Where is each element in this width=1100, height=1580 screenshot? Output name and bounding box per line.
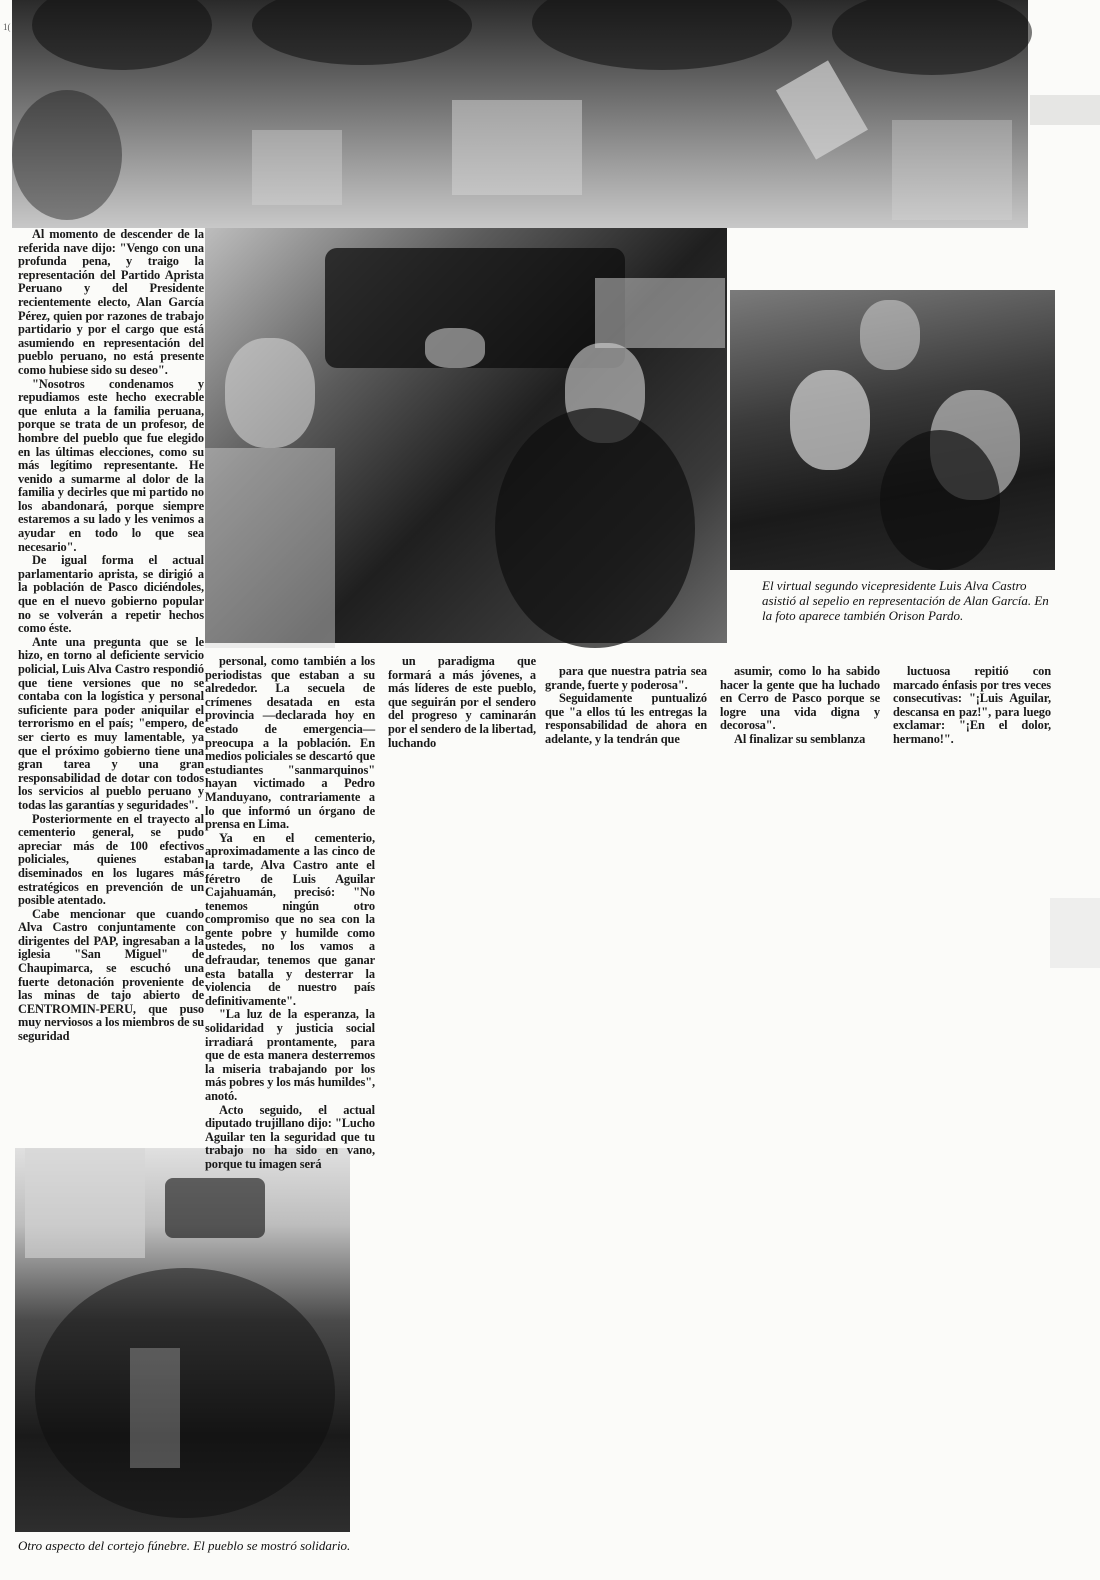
article-paragraph: "La luz de la esperanza, la solidaridad y justicia social irradiará prontamente, para que de esta manera desterremos la miseria trabajando por los más pobres y los más humildes", anotó. [205, 1007, 375, 1103]
procession-caption: Otro aspecto del cortejo fúnebre. El pueblo se mostró solidario. [18, 1538, 351, 1553]
article-paragraph: luctuosa repitió con marcado énfasis por tres veces consecutivas: "¡Luis Aguilar, descansa en paz!", para luego exclamar: "¡En el dolor, hermano!". [893, 664, 1051, 746]
article-paragraph: Seguidamente puntualizó que "a ellos tú les entregas la responsabilidad de ahora en adelante, y la tendrán que [545, 691, 707, 746]
article-paragraph: asumir, como lo ha sabido hacer la gente que ha luchado en Cerro de Pasco porque se logre una vida digna y decorosa". [720, 664, 880, 733]
article-paragraph: Al momento de descender de la referida nave dijo: "Vengo con una profunda pena, y traigo la representación del Partido Aprista Peruano y del Presidente recientemente electo, Alan García Pérez, quien por razones de trabajo partidario y por el cargo que está asumiendo en representación del pueblo peruano, no está presente como hubiese sido su deseo". [18, 227, 204, 377]
article-paragraph: Ya en el cementerio, aproximadamente a las cinco de la tarde, Alva Castro ante el féretro de Luis Aguilar Cajahuamán, precisó: "No tenemos ningún otro compromiso que no sea con la gente pobre y humilde como ustedes, no los vamos a defraudar, tenemos que ganar esta batalla y desterrar la violencia de nuestro país definitivamente". [205, 830, 375, 1008]
article-paragraph: un paradigma que formará a más jóvenes, a más líderes de este pueblo, que seguirán por el sendero del progreso y caminarán por el sendero de la libertad, luchando [388, 654, 536, 750]
margin-mark: 1( [3, 22, 11, 32]
article-paragraph: Ante una pregunta que se le hizo, en torno al deficiente servicio policial, Luis Alva Castro respondió que tiene versiones que no se contaba con la logística y personal suficiente para poder aniquilar el terrorismo en el país; "empero, de ser cierto es muy lamentable, ya que el próximo gobierno tiene una gran tarea y una gran responsabilidad de dotar con todos los servicios al pueblo peruano y todas las garantías y seguridades". [18, 634, 204, 812]
article-paragraph: Al finalizar su semblanza [734, 731, 866, 746]
mourners-photo [730, 290, 1055, 570]
article-column-6 [893, 665, 1051, 747]
article-paragraph: Posteriormente en el trayecto al cementerio general, se pudo apreciar más de 100 efectivos policiales, quienes estaban diseminados en los lugares más estratégicos en prevención de un posible atentado. [18, 811, 204, 908]
article-column-1 [18, 228, 204, 1140]
article-column-3 [388, 655, 536, 750]
article-paragraph: para que nuestra patria sea grande, fuerte y poderosa". [545, 664, 707, 692]
article-paragraph: "Nosotros condenamos y repudiamos este hecho execrable que enluta a la familia peruana, porque se trata de un profesor, de hombre del pueblo que fue elegido en las últimas elecciones, como su más legítimo representante. He venido a sumarme al dolor de la familia y decirles que mi partido no los abandonará, porque siempre estaremos a su lado y les venimos a ayudar en todo lo que sea necesario". [18, 376, 204, 554]
article-paragraph: Acto seguido, el actual diputado trujillano dijo: "Lucho Aguilar ten la seguridad que tu trabajo no ha sido en vano, porque tu imagen será [205, 1102, 375, 1171]
article-paragraph: De igual forma el actual parlamentario aprista, se dirigió a la población de Pasco diciéndoles, que en el nuevo gobierno popular no se volverán a repetir hechos como éste. [18, 553, 204, 636]
article-column-5 [720, 665, 880, 747]
article-paragraph: Cabe mencionar que cuando Alva Castro conjuntamente con dirigentes del PAP, ingresaban a la iglesia "San Miguel" de Chaupimarca, se escuchó una fuerte detonación proveniente de las minas de tajo abierto de CENTROMIN-PERU, que puso muy nerviosos a los miembros de su seguridad [18, 906, 204, 1044]
scan-strip [1050, 898, 1100, 968]
scan-strip [1030, 95, 1100, 125]
article-column-4 [545, 665, 707, 747]
procession-photo [15, 1148, 350, 1532]
article-column-2 [205, 654, 375, 1171]
coffin-bearers-photo [205, 228, 727, 643]
article-paragraph: personal, como también a los periodistas que estaban a su alrededor. La secuela de crímenes desatada en esta provincia —declarada hoy en estado de emergencia— preocupa a la población. En medios policiales se descartó que estudiantes "sanmarquinos" hayan victimado a Pedro Manduyano, contrariamente a lo que informó un órgano de prensa en Lima. [205, 654, 375, 832]
mourners-caption: El virtual segundo vicepresidente Luis Alva Castro asistió al sepelio en representación de Alan García. En la foto aparece también Orison Pardo. [762, 578, 1049, 623]
funeral-crowd-photo [12, 0, 1028, 228]
